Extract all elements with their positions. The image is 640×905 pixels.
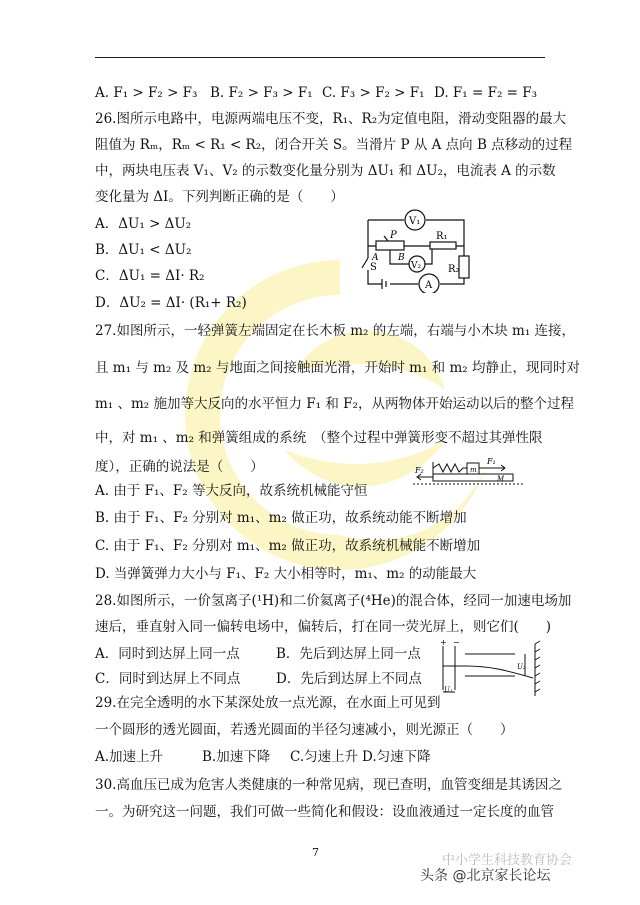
q26-option-a: A．ΔU₁ > ΔU₂ xyxy=(95,216,192,232)
circuit-label-pa: A xyxy=(372,253,379,263)
q27-option-c: C. 由于 F₁、F₂ 分别对 m₁、m₂ 做正功，故系统机械能不断增加 xyxy=(95,538,481,554)
q28-option-b: B．先后到达屏上同一点 xyxy=(276,646,421,662)
circuit-label-pb: B xyxy=(398,253,405,263)
q29-option-a: A.加速上升 xyxy=(95,749,164,765)
q26-circuit-diagram xyxy=(360,208,475,293)
q28-option-a: A．同时到达屏上同一点 xyxy=(95,646,240,662)
q27-spring-figure xyxy=(413,452,523,488)
q27-line-2: 且 m₁ 与 m₂ 及 m₂ 与地面之间接触面光滑，开始时 m₁ 和 m₂ 均静止，现同时对 xyxy=(95,360,580,376)
deflect-label-u1: U₁ xyxy=(444,686,453,694)
q28-line-2: 速后，垂直射入同一偏转电场中，偏转后，打在同一荧光屏上，则它们( ) xyxy=(95,619,552,635)
q29-line-2: 一个圆形的透光圆面，若透光圆面的半径匀速减小，则光源正（ ） xyxy=(95,722,514,738)
q29-option-c: C.匀速上升 xyxy=(290,749,359,765)
circuit-label-p: P xyxy=(390,230,397,241)
q30-line-2: 一。为研究这一问题，我们可做一些简化和假设：设血液通过一定长度的血管 xyxy=(95,804,554,820)
svg-text:+: + xyxy=(440,640,447,647)
deflect-label-u2: U₂ xyxy=(517,663,526,671)
q28-line-1: 28.如图所示，一价氢离子(¹H)和二价氦离子(⁴He)的混合体，经同一加速电场加 xyxy=(95,593,572,609)
q26-option-b: B．ΔU₁ < ΔU₂ xyxy=(95,242,192,258)
q27-option-a: A. 由于 F₁、F₂ 等大反向，故系统机械能守恒 xyxy=(95,483,368,499)
q26-line-4: 变化量为 ΔI。下列判断正确的是（ ） xyxy=(95,189,344,205)
q25-option-b: B. F₂ > F₃ > F₁ xyxy=(210,85,313,101)
spring-label-f1: F₁ xyxy=(487,457,496,466)
q27-line-5: 度），正确的说法是（ ） xyxy=(95,459,264,475)
q28-option-d: D．先后到达屏上不同点 xyxy=(276,671,422,687)
q28-option-c: C．同时到达屏上不同点 xyxy=(95,671,241,687)
q25-option-a: A. F₁ > F₂ > F₃ xyxy=(95,85,198,101)
header-rule xyxy=(95,57,545,58)
q28-deflection-figure xyxy=(435,640,545,698)
footer-credit xyxy=(420,853,573,885)
spring-label-M: M xyxy=(497,475,505,483)
q25-option-d: D. F₁ = F₂ = F₃ xyxy=(434,85,538,101)
circuit-label-v1: V₁ xyxy=(409,216,421,227)
q27-line-1: 27.如图所示，一轻弹簧左端固定在长木板 m₂ 的左端，右端与小木块 m₁ 连接， xyxy=(95,323,576,339)
q29-option-b: B.加速下降 xyxy=(202,749,271,765)
q30-line-1: 30.高血压已成为危害人类健康的一种常见病，现已查明，血管变细是其诱因之 xyxy=(95,777,562,793)
q26-line-3: 中，两块电压表 V₁、V₂ 的示数变化量分别为 ΔU₁ 和 ΔU₂，电流表 A 的示数 xyxy=(95,163,556,179)
circuit-label-v2: V₂ xyxy=(411,261,422,271)
q26-option-d: D．ΔU₂ = ΔI· (R₁+ R₂) xyxy=(95,295,247,311)
q27-option-d: D. 当弹簧弹力大小与 F₁、F₂ 大小相等时，m₁、m₂ 的动能最大 xyxy=(95,566,477,582)
circuit-label-r2: R₂ xyxy=(448,264,460,275)
footer-faint-text: 中小学生科技教育协会 xyxy=(442,853,573,868)
q29-line-1: 29.在完全透明的水下某深处放一点光源，在水面上可见到 xyxy=(95,695,441,711)
q25-option-c: C. F₃ > F₂ > F₁ xyxy=(322,85,425,101)
spring-label-f2: F₂ xyxy=(415,466,424,475)
q29-option-d: D.匀速下降 xyxy=(362,749,431,765)
q27-line-3: m₁ 、m₂ 施加等大反向的水平恒力 F₁ 和 F₂，从两物体开始运动以后的整个过程 xyxy=(95,396,574,412)
circuit-label-a: A xyxy=(425,280,433,291)
circuit-label-r1: R₁ xyxy=(436,231,448,242)
q27-option-b: B. 由于 F₁、F₂ 分别对 m₁、m₂ 做正功，故系统动能不断增加 xyxy=(95,510,467,526)
circuit-label-s: S xyxy=(370,262,377,273)
q27-line-4: 中，对 m₁ 、m₂ 和弹簧组成的系统 （整个过程中弹簧形变不超过其弹性限 xyxy=(95,430,543,446)
page-number: 7 xyxy=(312,846,319,859)
q26-line-1: 26.图所示电路中，电源两端电压不变，R₁、R₂为定值电阻，滑动变阻器的最大 xyxy=(95,111,567,127)
q26-line-2: 阻值为 Rₘ，Rₘ < R₁ < R₂，闭合开关 S。当滑片 P 从 A 点向 B 点移动的过程 xyxy=(95,137,573,153)
footer-text: 头条 @北京家长论坛 xyxy=(420,868,551,884)
spring-label-m: m xyxy=(470,466,477,474)
svg-text:−: − xyxy=(453,640,460,647)
q26-option-c: C．ΔU₁ = ΔI· R₂ xyxy=(95,268,205,284)
